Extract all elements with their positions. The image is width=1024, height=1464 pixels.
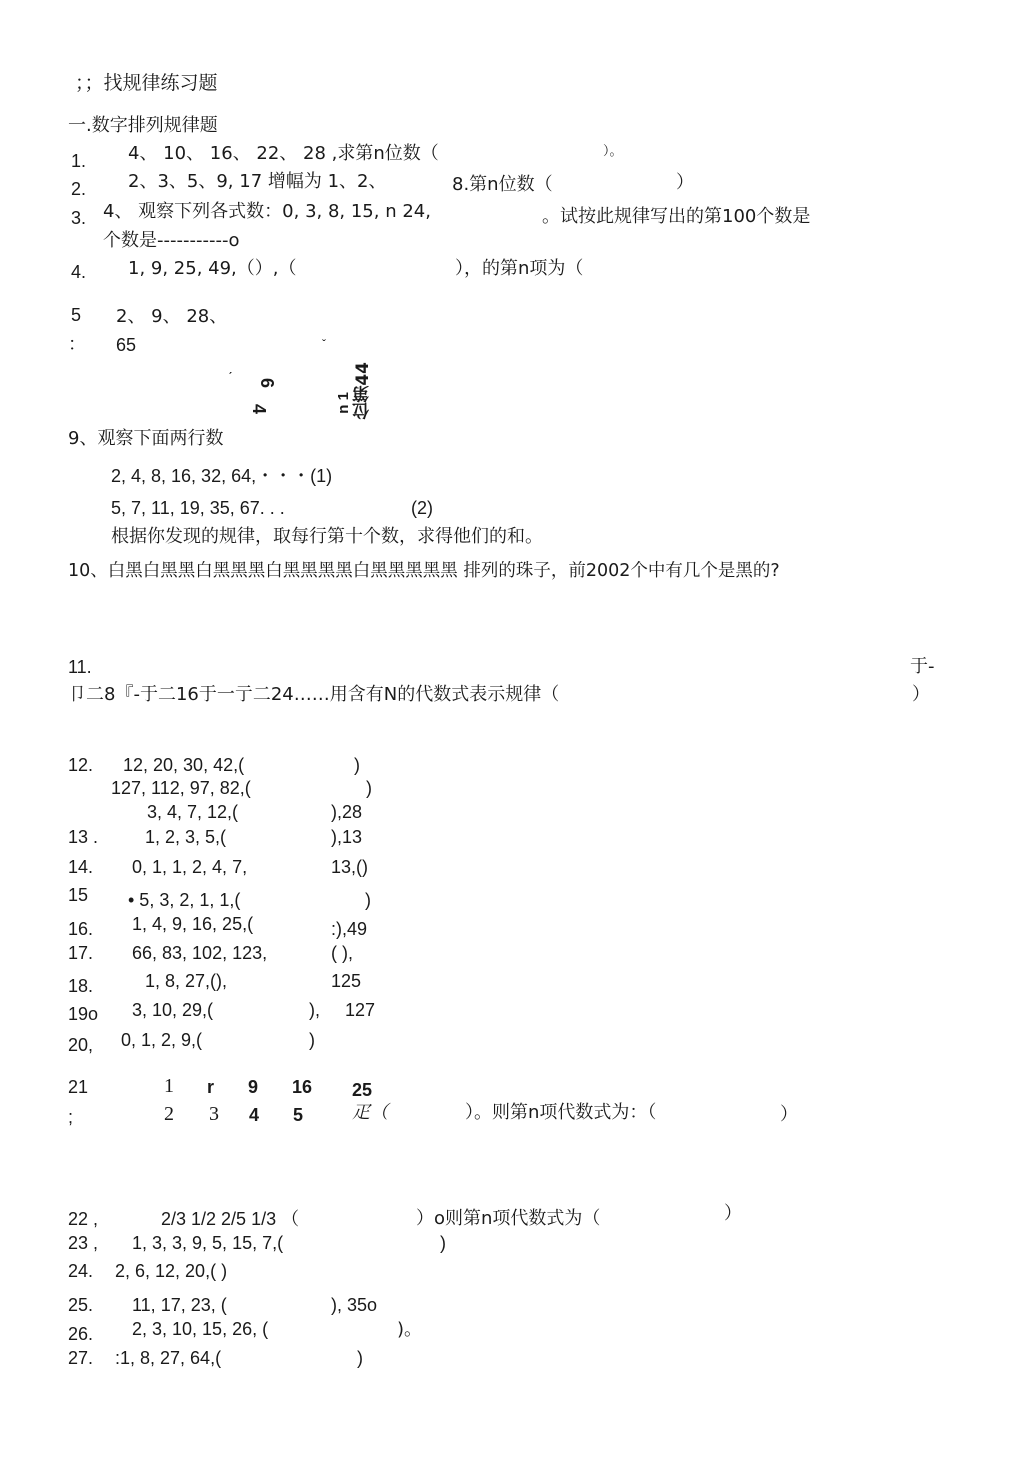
q9-question: 根据你发现的规律，取每行第十个数，求得他们的和。 <box>111 526 543 547</box>
q14-number: 14. <box>68 857 94 877</box>
q16-number: 16. <box>68 919 94 939</box>
q3-text: 4、 观察下列各式数：0, 3, 8, 15, n 24, <box>103 201 431 222</box>
q2-mid: 8.第n位数（ <box>452 174 553 195</box>
q1-text: 4、 10、 16、 22、 28 ,求第n位数（ <box>128 143 439 164</box>
q21-num1: 1 <box>164 1075 174 1097</box>
fragment-digit-4: 4 <box>249 403 270 415</box>
fragment-digit-6: 6 <box>257 377 278 389</box>
q27-number: 27. <box>68 1348 94 1368</box>
q22-text: 2/3 1/2 2/5 1/3 （ <box>161 1209 300 1229</box>
q19-close: ), <box>309 1000 320 1020</box>
q4-number: 4. <box>71 262 87 282</box>
q20-text: 0, 1, 2, 9,( <box>121 1030 203 1050</box>
q10-text: 10、白黑白黑黑白黑黑黑白黑黑黑黑白黑黑黑黑黑 排列的珠子，前2002个中有几个是黑的? <box>68 561 780 581</box>
q21-num3: 9 <box>248 1077 259 1097</box>
q19-end: 127 <box>345 1000 376 1020</box>
q14-text: 0, 1, 1, 2, 4, 7, <box>132 857 248 877</box>
q9-row1: 2, 4, 8, 16, 32, 64,・・・(1) <box>111 466 333 486</box>
q2-text: 2、3、5、9, 17 增幅为 1、2、 <box>128 171 387 192</box>
q17-number: 17. <box>68 943 94 963</box>
q5-colon: ： <box>68 334 86 355</box>
q18-text: 1, 8, 27,(), <box>145 971 228 991</box>
q12-a: 12, 20, 30, 42,( <box>123 755 245 775</box>
q11-close: ） <box>912 684 930 705</box>
q12-a-close: ) <box>354 755 360 775</box>
q5-text: 2、 9、 28、 <box>116 306 228 327</box>
q5-number: 5 <box>71 305 82 325</box>
q23-close: ) <box>440 1233 446 1253</box>
q18-number: 18. <box>68 976 94 996</box>
q21-tail: ）。则第n项代数式为：（ <box>465 1102 657 1123</box>
q18-close: 125 <box>331 971 362 991</box>
q13-text: 1, 2, 3, 5,( <box>145 827 227 847</box>
q21-semicolon: ; <box>68 1107 74 1127</box>
q27-text: :1, 8, 27, 64,( <box>115 1348 222 1368</box>
q21-den5: 疋（ <box>352 1102 388 1123</box>
q9-row2: 5, 7, 11, 19, 35, 67. . . <box>111 498 285 518</box>
q12-c-close: ),28 <box>331 802 363 822</box>
q16-text: 1, 4, 9, 16, 25,( <box>132 914 254 934</box>
q25-text: 11, 17, 23, ( <box>132 1295 227 1315</box>
q21-number: 21 <box>68 1077 89 1097</box>
q11-text: 卩二8『-于二16于一亍二24……用含有N的代数式表示规律（ <box>68 684 560 705</box>
q21-den4: 5 <box>293 1105 304 1125</box>
q23-number: 23 , <box>68 1233 99 1253</box>
q3-line2: 个数是-----------o <box>103 230 240 251</box>
q26-close: )。 <box>397 1319 423 1340</box>
q21-den2: 3 <box>209 1103 219 1125</box>
q4-right: ），的第n项为（ <box>455 258 584 279</box>
q19-text: 3, 10, 29,( <box>132 1000 214 1020</box>
q21-num2: r <box>207 1077 215 1097</box>
q2-close: ） <box>676 172 694 193</box>
q3-right: 。试按此规律写出的第100个数是 <box>542 206 811 227</box>
q12-c: 3, 4, 7, 12,( <box>147 802 239 822</box>
q2-number: 2. <box>71 179 87 199</box>
q21-close: ） <box>780 1104 798 1125</box>
q3-number: 3. <box>71 208 87 228</box>
q20-close: ) <box>309 1030 315 1050</box>
q9-row2-label: (2) <box>411 498 433 518</box>
q15-close: ) <box>365 890 371 910</box>
q23-text: 1, 3, 3, 9, 5, 15, 7,( <box>132 1233 284 1253</box>
q1-close: ）。 <box>603 144 623 159</box>
q21-num4: 16 <box>292 1077 313 1097</box>
q13-number: 13 . <box>68 827 99 847</box>
q25-number: 25. <box>68 1295 94 1315</box>
q22-number: 22 , <box>68 1209 99 1229</box>
q17-close: ( ), <box>331 943 353 963</box>
q9-heading: 9、观察下面两行数 <box>68 428 224 449</box>
q21-den3: 4 <box>249 1105 260 1125</box>
q4-text: 1, 9, 25, 49,（）,（ <box>128 258 297 279</box>
stray-mark: ˇ <box>322 337 326 351</box>
q12-b: 127, 112, 97, 82,( <box>111 778 251 798</box>
section-heading: 一.数字排列规律题 <box>68 115 218 136</box>
q22-close: ） <box>724 1203 742 1224</box>
q14-close: 13,() <box>331 857 369 877</box>
q11-right: 于- <box>910 656 935 677</box>
q13-close: ),13 <box>331 827 363 847</box>
q25-close: ), 35o <box>331 1295 378 1315</box>
fragment-vertical-text: 位第44 <box>353 362 373 420</box>
q20-number: 20, <box>68 1035 94 1055</box>
fragment-mark: ˊ <box>228 369 233 385</box>
q22-mid: ）o则第n项代数式为（ <box>416 1208 601 1229</box>
q26-text: 2, 3, 10, 15, 26, ( <box>132 1319 269 1339</box>
q27-close: ) <box>357 1348 363 1368</box>
q19-number: 19o <box>68 1004 99 1024</box>
q17-text: 66, 83, 102, 123, <box>132 943 268 963</box>
q1-number: 1. <box>71 151 87 171</box>
q26-number: 26. <box>68 1324 94 1344</box>
q24-number: 24. <box>68 1261 94 1281</box>
page-title: ；；找规律练习题 <box>75 72 218 94</box>
q5-line2: 65 <box>116 335 137 355</box>
q11-number: 11. <box>68 657 92 677</box>
q15-number: 15 <box>68 885 89 905</box>
q21-den1: 2 <box>164 1103 174 1125</box>
q12-b-close: ) <box>366 778 372 798</box>
q12-number: 12. <box>68 755 94 775</box>
q15-text: • 5, 3, 2, 1, 1,( <box>128 890 241 910</box>
q21-num5: 25 <box>352 1080 373 1100</box>
q24-text: 2, 6, 12, 20,( ) <box>115 1261 228 1281</box>
fragment-vertical-n: n 1 <box>335 392 352 414</box>
q16-close: :),49 <box>331 919 368 939</box>
